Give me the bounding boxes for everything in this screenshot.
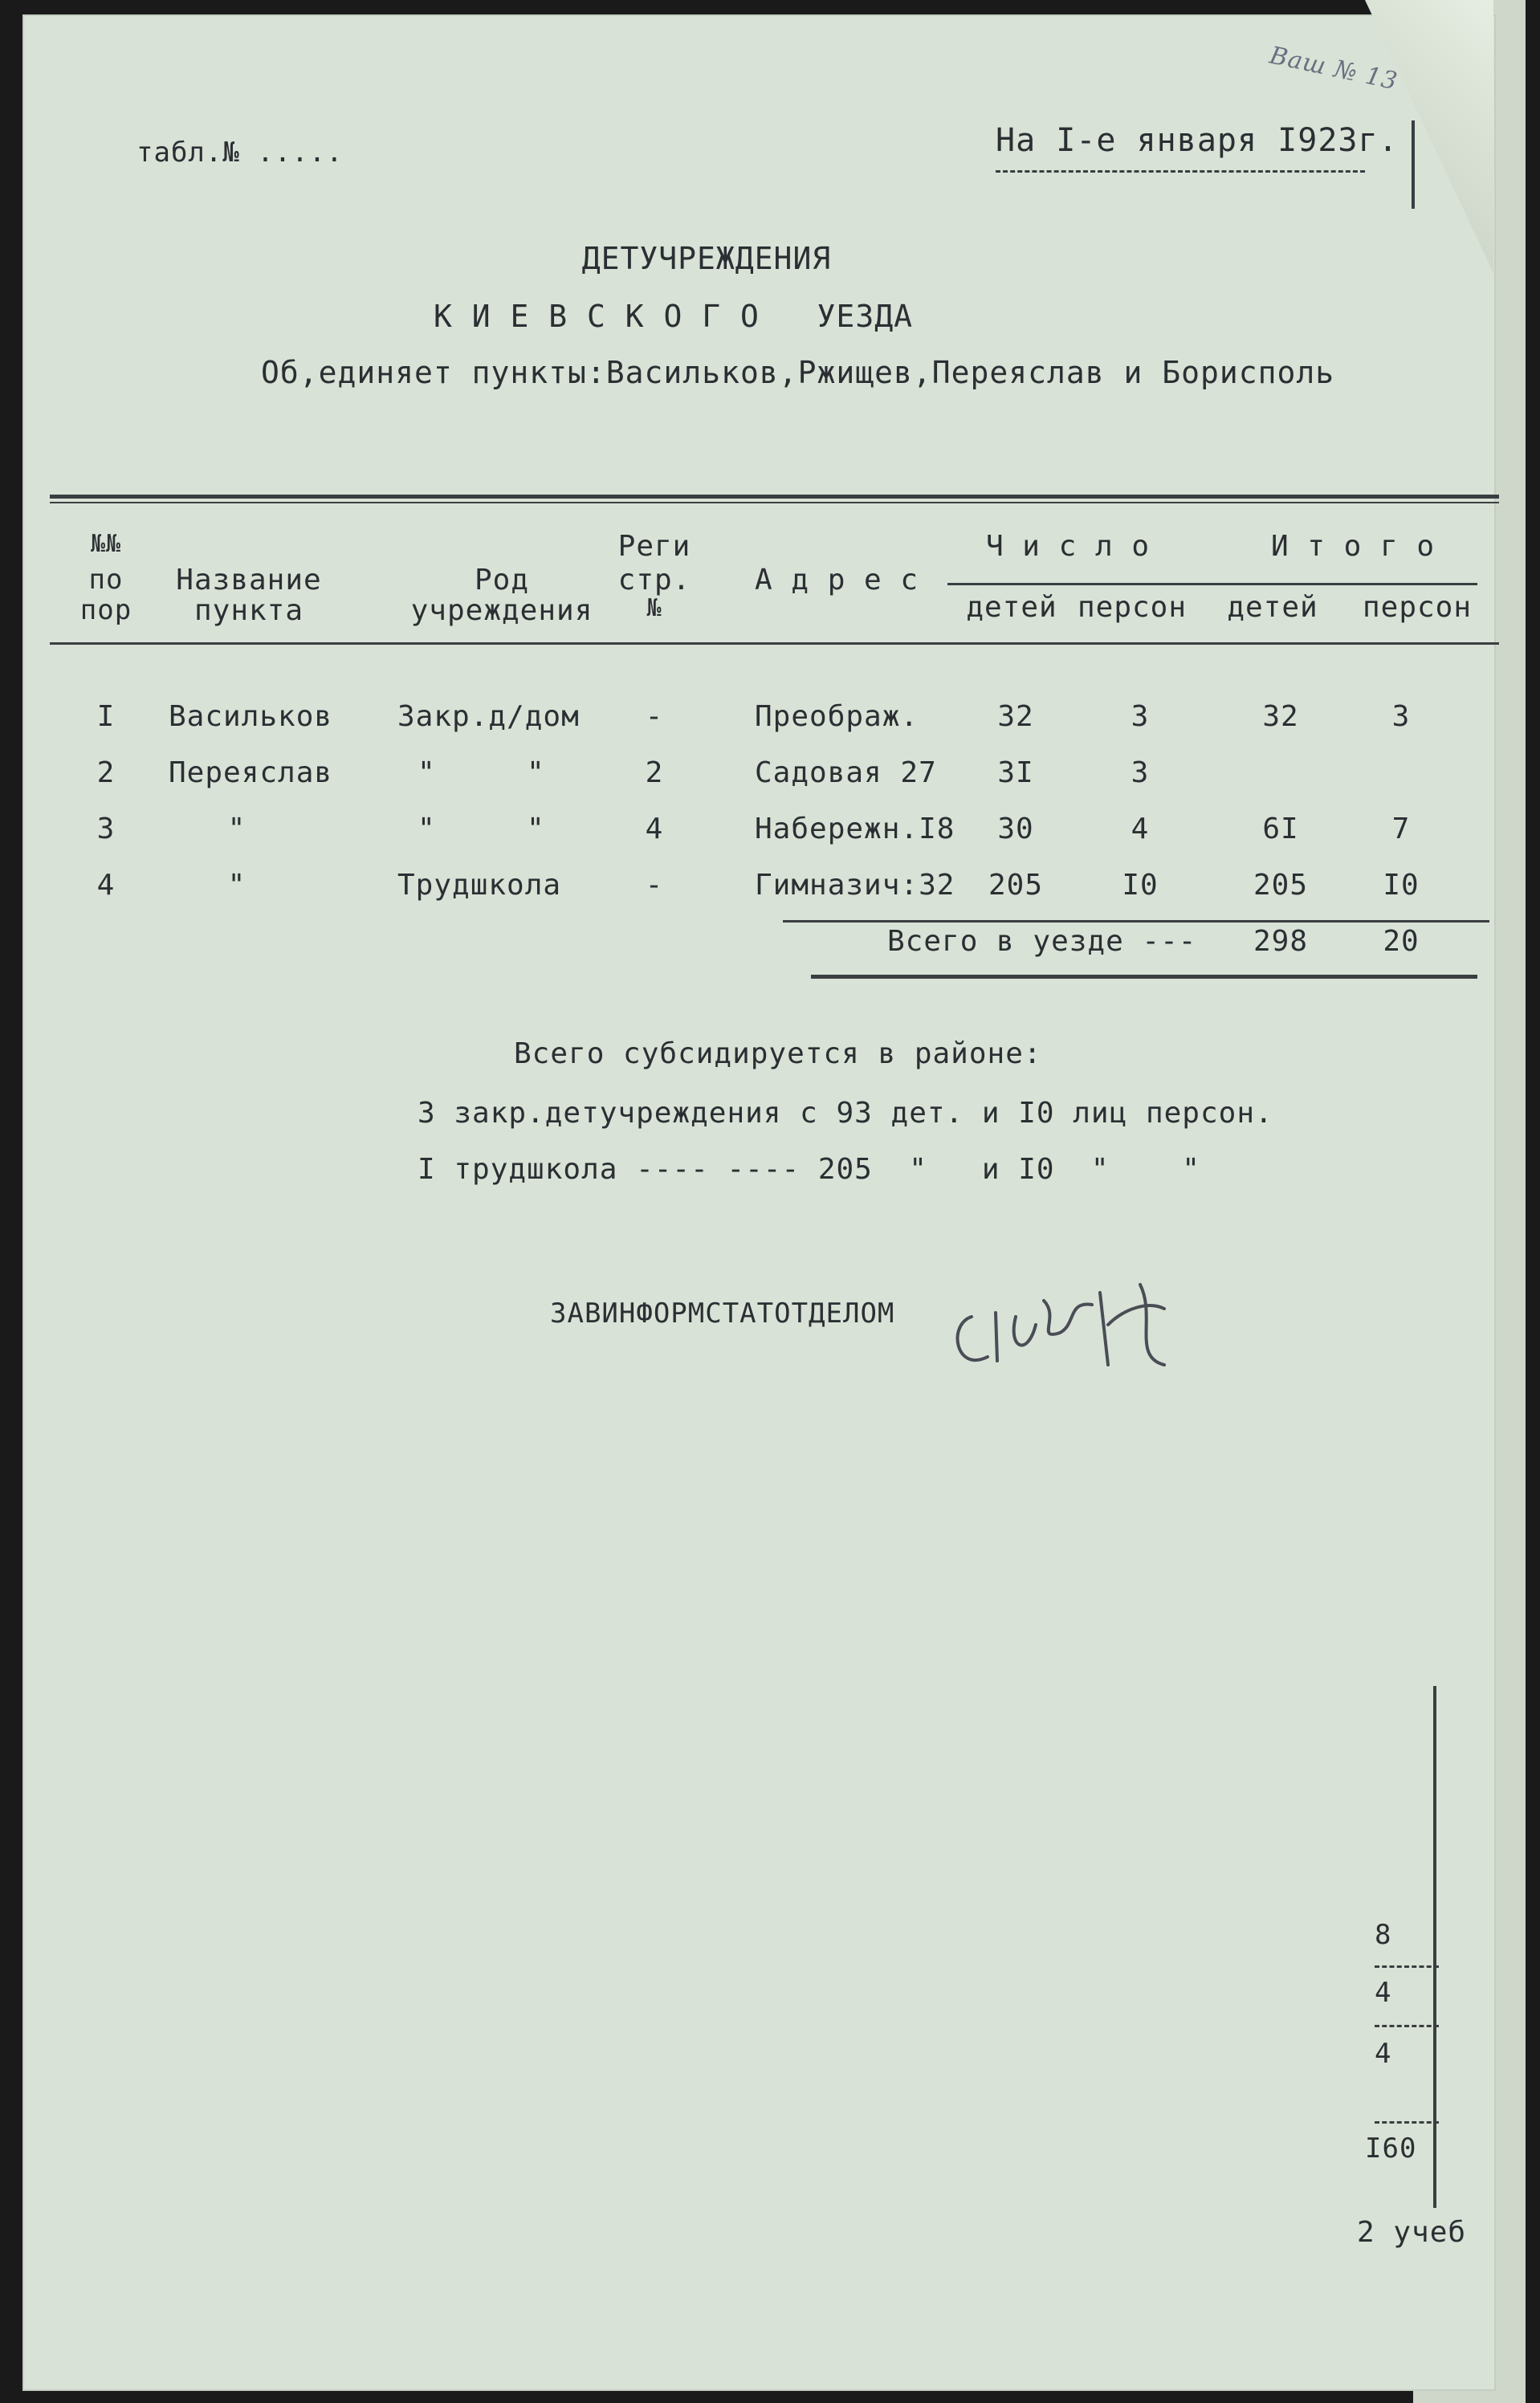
handwritten-signature xyxy=(939,1269,1204,1389)
summary-heading: Всего субсидируется в районе: xyxy=(514,1037,1042,1070)
margin-mark xyxy=(1412,120,1415,209)
totals-top-rule xyxy=(783,920,1489,923)
table-top-rule xyxy=(50,495,1499,499)
header-bottom-rule xyxy=(50,642,1499,645)
header-count-group: Ч и с л о xyxy=(985,530,1151,563)
summary-line-closed: 3 закр.детучреждения с 93 дет. и I0 лиц персон. xyxy=(418,1097,1273,1130)
header-children: детей xyxy=(966,591,1057,624)
header-staff-total: персон xyxy=(1362,591,1473,624)
summary-line-school: I трудшкола ---- ---- 205 " и I0 " " xyxy=(418,1153,1200,1186)
corner-handwritten-note: Ваш № 13 xyxy=(1267,41,1400,96)
totals-bottom-rule xyxy=(811,975,1477,979)
header-group-rule xyxy=(947,583,1477,585)
date-underline xyxy=(996,170,1365,173)
document-date: На I-е января I923г. xyxy=(996,122,1399,159)
document-subtitle: К И Е В С К О Г О УЕЗДА xyxy=(434,299,913,334)
table-number: табл.№ ..... xyxy=(136,136,344,169)
edge-page-last-line: 2 учеб xyxy=(1357,2216,1467,2249)
table-top-rule-2 xyxy=(50,502,1499,503)
header-children-total: детей xyxy=(1227,591,1318,624)
document-title: ДЕТУЧРЕЖДЕНИЯ xyxy=(581,241,832,276)
header-address: А д р е с xyxy=(755,564,919,597)
edge-page-vertical-line xyxy=(1433,1686,1436,2208)
header-staff: персон xyxy=(1077,591,1188,624)
header-total-group: И т о г о xyxy=(1270,530,1436,563)
signatory-title: ЗАВИНФОРМСТАТОТДЕЛОМ xyxy=(550,1297,895,1330)
document-description: Об,единяет пункты:Васильков,Ржищев,Переяслав и Борисполь xyxy=(261,355,1335,390)
